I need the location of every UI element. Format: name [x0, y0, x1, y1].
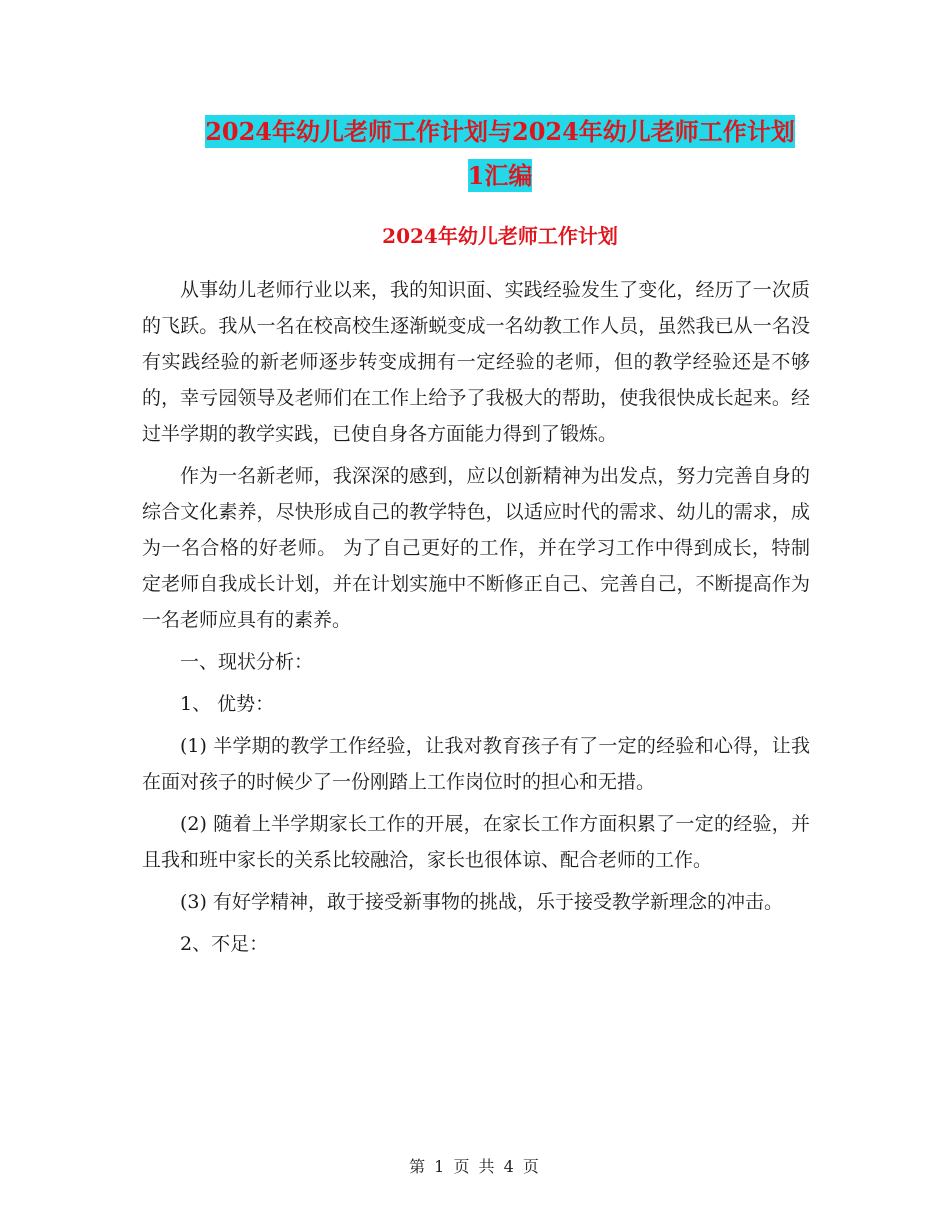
document-title — [140, 110, 860, 198]
paragraph: 从事幼儿老师行业以来，我的知识面、实践经验发生了变化，经历了一次质的飞跃。我从一名在校高校生逐渐蜕变成一名幼教工作人员，虽然我已从一名没有实践经验的新老师逐步转变成拥有一定经验的老师，但的教学经验还是不够的，幸亏园领导及老师们在工作上给予了我极大的帮助，使我很快成长起来。经过半学期的教学实践，已使自身各方面能力得到了锻炼。 — [142, 279, 810, 445]
section-title: 2024年幼儿老师工作计划 — [382, 224, 618, 248]
heading-shortcomings: 2、不足： — [180, 933, 269, 955]
list-item: (2) 随着上半学期家长工作的开展，在家长工作方面积累了一定的经验，并且我和班中家长的关系比较融洽，家长也很体谅、配合老师的工作。 — [142, 813, 810, 871]
heading-status-analysis: 一、现状分析： — [180, 651, 314, 673]
heading-advantages: 1、 优势： — [180, 693, 275, 715]
document-body — [142, 272, 810, 968]
list-item: (1) 半学期的教学工作经验，让我对教育孩子有了一定的经验和心得，让我在面对孩子的时候少了一份刚踏上工作岗位时的担心和无措。 — [142, 735, 810, 793]
title-line-2: 1汇编 — [467, 161, 533, 190]
title-line-1: 2024年幼儿老师工作计划与2024年幼儿老师工作计划 — [205, 117, 795, 146]
list-item: (3) 有好学精神，敢于接受新事物的挑战，乐于接受教学新理念的冲击。 — [180, 891, 783, 913]
paragraph: 作为一名新老师，我深深的感到，应以创新精神为出发点，努力完善自身的综合文化素养，尽快形成自己的教学特色，以适应时代的需求、幼儿的需求，成为一名合格的好老师。 为了自己更好的工作，并在学习工作中得到成长，特制定老师自我成长计划，并在计划实施中不断修正自己、完善自己，不断提高作为一名老师应具有的素养。 — [142, 465, 810, 631]
page-footer: 第 1 页 共 4 页 — [409, 1157, 541, 1176]
